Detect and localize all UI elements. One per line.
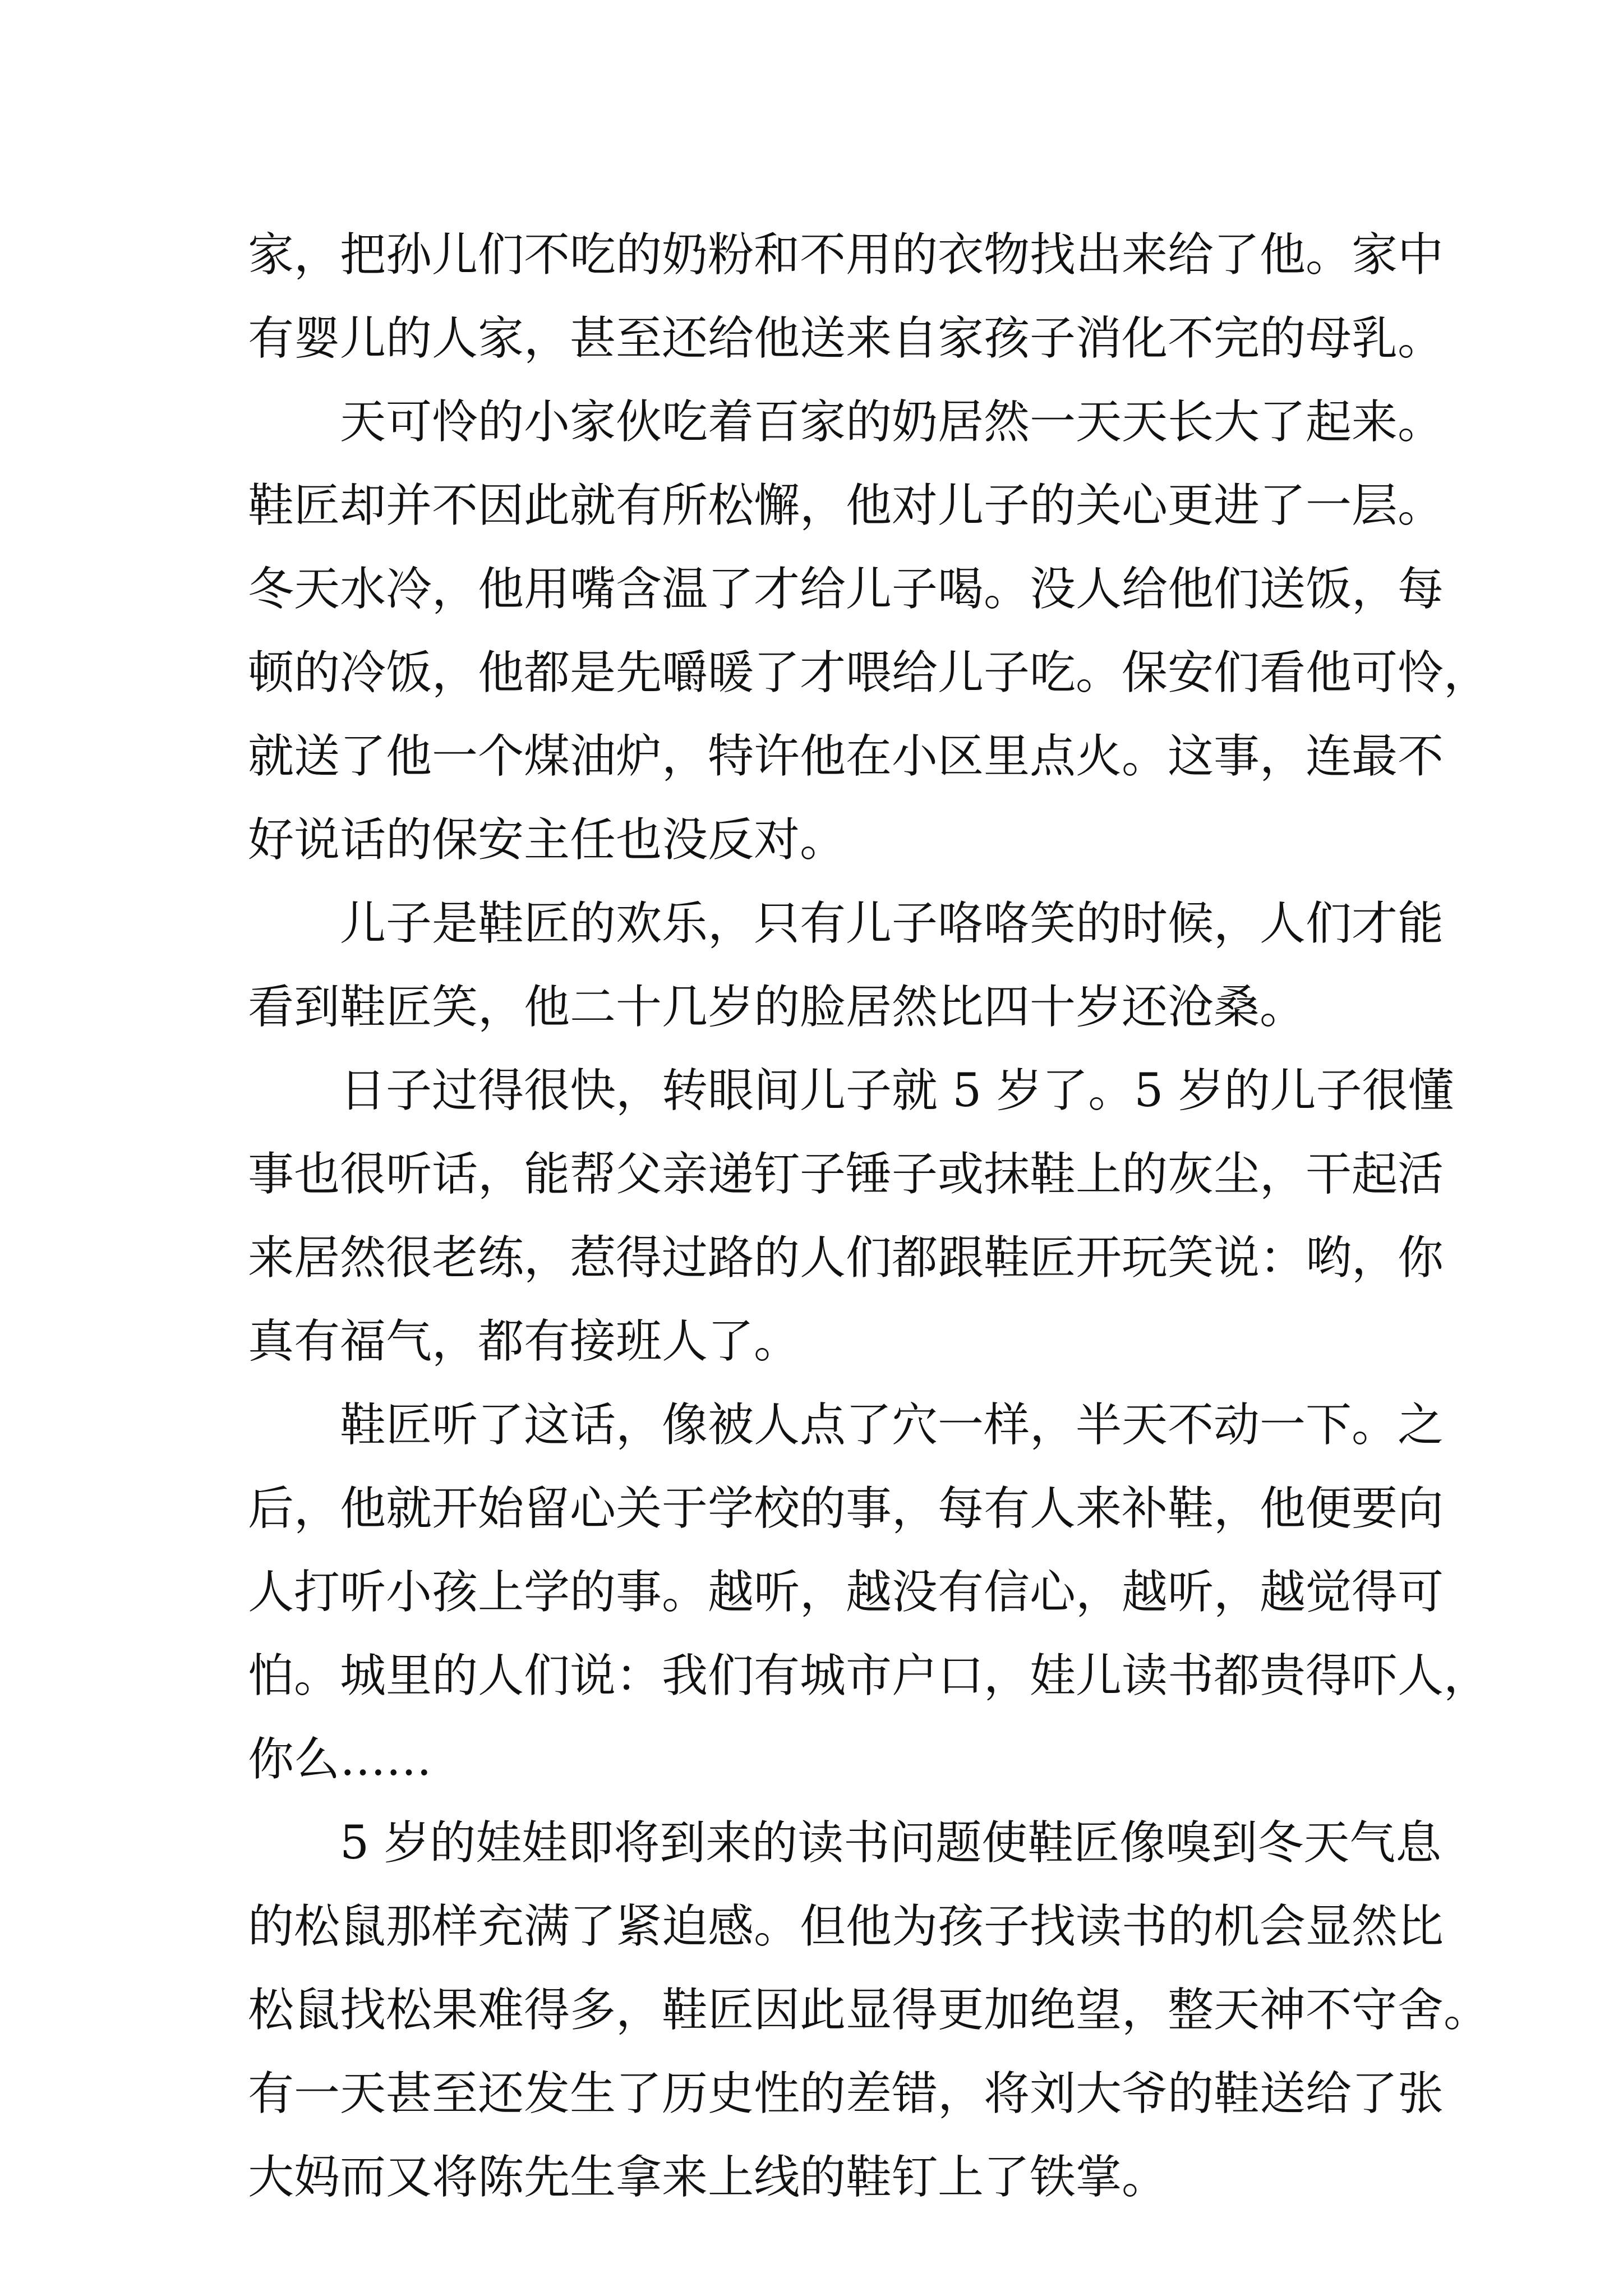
text-line: 冬天水冷，他用嘴含温了才给儿子喝。没人给他们送饭，每 [248, 563, 1444, 616]
text-line: 鞋匠却并不因此就有所松懈，他对儿子的关心更进了一层。 [248, 479, 1444, 532]
text-line: 有婴儿的人家，甚至还给他送来自家孩子消化不完的母乳。 [248, 312, 1444, 365]
body-text [248, 213, 1490, 2219]
paragraph-first-line: 鞋匠听了这话，像被人点了穴一样，半天不动一下。之 [340, 1398, 1444, 1452]
text-line: 家，把孙儿们不吃的奶粉和不用的衣物找出来给了他。家中 [248, 228, 1444, 282]
paragraph-last-line: 大妈而又将陈先生拿来上线的鞋钉上了铁掌。 [248, 2151, 1168, 2204]
text-line: 来居然很老练，惹得过路的人们都跟鞋匠开玩笑说：哟，你 [248, 1231, 1444, 1285]
paragraph-first-line: 5 岁的娃娃即将到来的读书问题使鞋匠像嗅到冬天气息 [340, 1816, 1442, 1870]
paragraph-last-line: 看到鞋匠笑，他二十几岁的脸居然比四十岁还沧桑。 [248, 981, 1306, 1034]
paragraph-first-line: 日子过得很快，转眼间儿子就 5 岁了。5 岁的儿子很懂 [340, 1064, 1454, 1117]
text-line: 的松鼠那样充满了紧迫感。但他为孩子找读书的机会显然比 [248, 1900, 1444, 1953]
paragraph-first-line: 天可怜的小家伙吃着百家的奶居然一天天长大了起来。 [340, 395, 1444, 449]
paragraph-first-line: 儿子是鞋匠的欢乐，只有儿子咯咯笑的时候，人们才能 [340, 897, 1444, 950]
paragraph-last-line: 你么…… [248, 1733, 432, 1786]
text-line: 怕。城里的人们说：我们有城市户口，娃儿读书都贵得吓人， [248, 1649, 1490, 1703]
paragraph-last-line: 好说话的保安主任也没反对。 [248, 813, 846, 867]
text-line: 松鼠找松果难得多，鞋匠因此显得更加绝望，整天神不守舍。 [248, 1984, 1490, 2037]
text-line: 有一天甚至还发生了历史性的差错，将刘大爷的鞋送给了张 [248, 2067, 1444, 2120]
text-line: 顿的冷饭，他都是先嚼暖了才喂给儿子吃。保安们看他可怜， [248, 646, 1490, 700]
text-line: 事也很听话，能帮父亲递钉子锤子或抹鞋上的灰尘，干起活 [248, 1148, 1444, 1201]
text-line: 人打听小孩上学的事。越听，越没有信心，越听，越觉得可 [248, 1566, 1444, 1619]
text-line: 就送了他一个煤油炉，特许他在小区里点火。这事，连最不 [248, 730, 1444, 783]
text-line: 后，他就开始留心关于学校的事，每有人来补鞋，他便要向 [248, 1482, 1444, 1535]
paragraph-last-line: 真有福气，都有接班人了。 [248, 1315, 800, 1368]
